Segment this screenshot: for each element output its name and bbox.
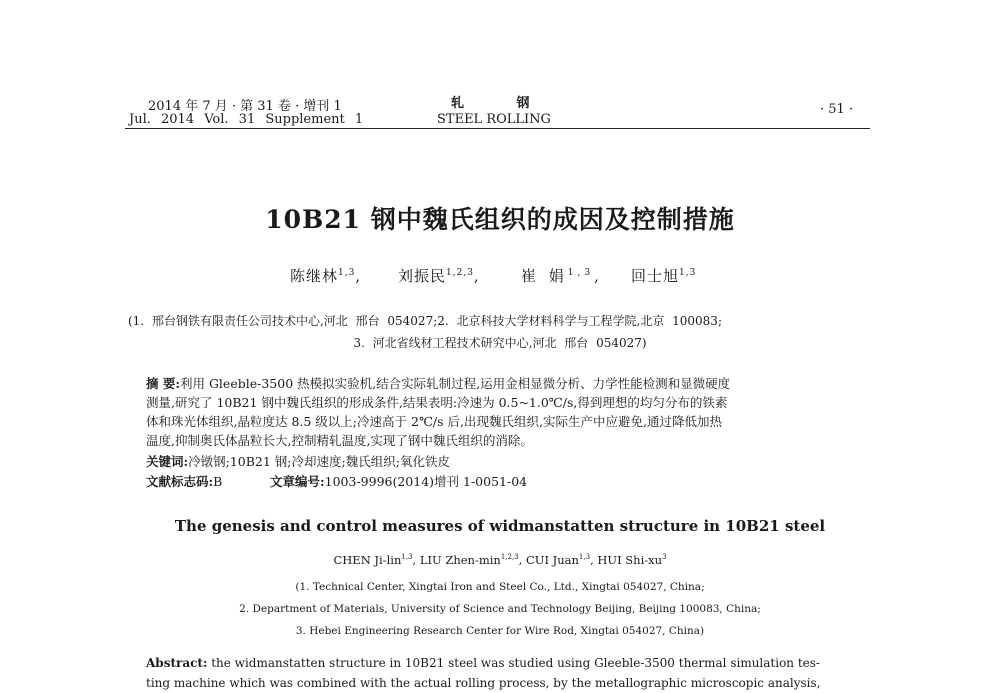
affiliation-cn-line-1: (1. 邢台钢铁有限责任公司技术中心,河北 邢台 054027;2. 北京科技大学材料科学与工程学院,北京 100083; <box>128 314 722 328</box>
author-name: 崔 娟 <box>521 267 568 285</box>
abstract-cn-label: 摘 要: <box>146 376 180 391</box>
abstract-cn-line-3: 体和珠光体组织,晶粒度达 8.5 级以上;冷速高于 2℃/s 后,出现魏氏组织,实际生产中应避免,通过降低加热 <box>146 414 722 429</box>
author-en-1-mark: 1,3 <box>401 553 413 562</box>
issue-info-en: Jul. 2014 Vol. 31 Supplement 1 <box>129 112 364 127</box>
author-name: 刘振民 <box>398 267 447 285</box>
paper-title: 10B21 钢中魏氏组织的成因及控制措施 <box>265 205 735 234</box>
article-number <box>270 472 527 491</box>
author-affiliation-mark: 1,3 <box>679 268 697 278</box>
author-en-4-mark: 3 <box>662 553 667 562</box>
affiliation-cn-line-2: 3. 河北省线材工程技术研究中心,河北 邢台 054027) <box>353 336 647 350</box>
author-en-4: HUI Shi-xu <box>597 553 663 567</box>
keywords-cn-label: 关键词: <box>146 454 189 469</box>
article-number-label: 文章编号: <box>270 474 325 489</box>
author-en-1: CHEN Ji-lin <box>333 553 402 567</box>
page-number: · 51 · <box>820 102 854 117</box>
abstract-cn-text: 利用 Gleeble-3500 热模拟实验机,结合实际轧制过程,运用金相显微分析、力学性能检测和显微硬度 <box>179 376 731 391</box>
author-en-2-mark: 1,2,3 <box>500 553 519 562</box>
journal-name-cn: 轧 钢 <box>451 96 554 111</box>
author-affiliation-mark: 1,3 <box>338 268 356 278</box>
paper-title-en: The genesis and control measures of widmanstatten structure in 10B21 steel <box>174 517 826 535</box>
abstract-cn-line-4: 温度,抑制奥氏体晶粒长大,控制精轧温度,实现了钢中魏氏组织的消除。 <box>146 433 533 448</box>
keywords-cn <box>146 452 450 471</box>
authors-en: CHEN Ji-lin$^{1,3}$, LIU Zhen-$\min^{1,2,3}$, CUI Juan$^{1,3}$, HUI Shi-$xu^3$ <box>333 553 667 567</box>
affiliation-en-line-1: (1. Technical Center, Xingtai Iron and Steel Co., Ltd., Xingtai 054027, China; <box>295 581 705 593</box>
author-4 <box>631 265 696 286</box>
abstract-cn-line-2: 测量,研究了 10B21 钢中魏氏组织的形成条件,结果表明:冷速为 0.5~1.0℃/s,得到理想的均匀分布的铁素 <box>146 395 728 410</box>
document-code-label: 文献标志码: <box>146 474 214 489</box>
document-code-value: B <box>213 474 223 489</box>
journal-name-en: STEEL ROLLING <box>437 112 551 127</box>
author-en-3: CUI Juan <box>525 553 579 567</box>
author-2: 刘振民$^{1,2,3}$, <box>398 267 480 285</box>
author-affiliation-mark: 1,3 <box>567 268 595 278</box>
document-code <box>146 472 222 491</box>
abstract-en-line-2: ting machine which was combined with the actual rolling process, by the metallographic microscopic analysis, <box>146 676 821 690</box>
abstract-cn-line-1 <box>146 374 730 393</box>
abstract-en-label: Abstract: <box>146 656 208 670</box>
author-name: 回士旭 <box>631 267 680 285</box>
author-1: 陈继林$^{1,3}$, <box>290 267 362 285</box>
abstract-en-text: the widmanstatten structure in 10B21 steel was studied using Gleeble-3500 thermal simulation tes- <box>211 656 820 670</box>
author-en-3-mark: 1,3 <box>578 553 591 562</box>
header-rule <box>125 128 870 129</box>
article-number-value: 1003-9996(2014)增刊 1-0051-04 <box>324 474 528 489</box>
abstract-en-line-1 <box>146 654 820 673</box>
affiliation-en-line-2: 2. Department of Materials, University of Science and Technology Beijing, Beijing 100083, China; <box>239 603 761 615</box>
issue-info-cn: 2014 年 7 月 · 第 31 卷 · 增刊 1 <box>148 99 342 114</box>
author-name: 陈继林 <box>290 267 339 285</box>
author-en-2: LIU Zhen-min <box>419 553 501 567</box>
keywords-cn-text: 冷镦钢;10B21 钢;冷却速度;魏氏组织;氧化铁皮 <box>188 454 450 469</box>
affiliation-en-line-3: 3. Hebei Engineering Research Center for Wire Rod, Xingtai 054027, China) <box>295 625 705 637</box>
author-affiliation-mark: 1,2,3 <box>446 268 474 278</box>
author-3: 崔 娟$^{1,3}$, <box>521 267 603 285</box>
